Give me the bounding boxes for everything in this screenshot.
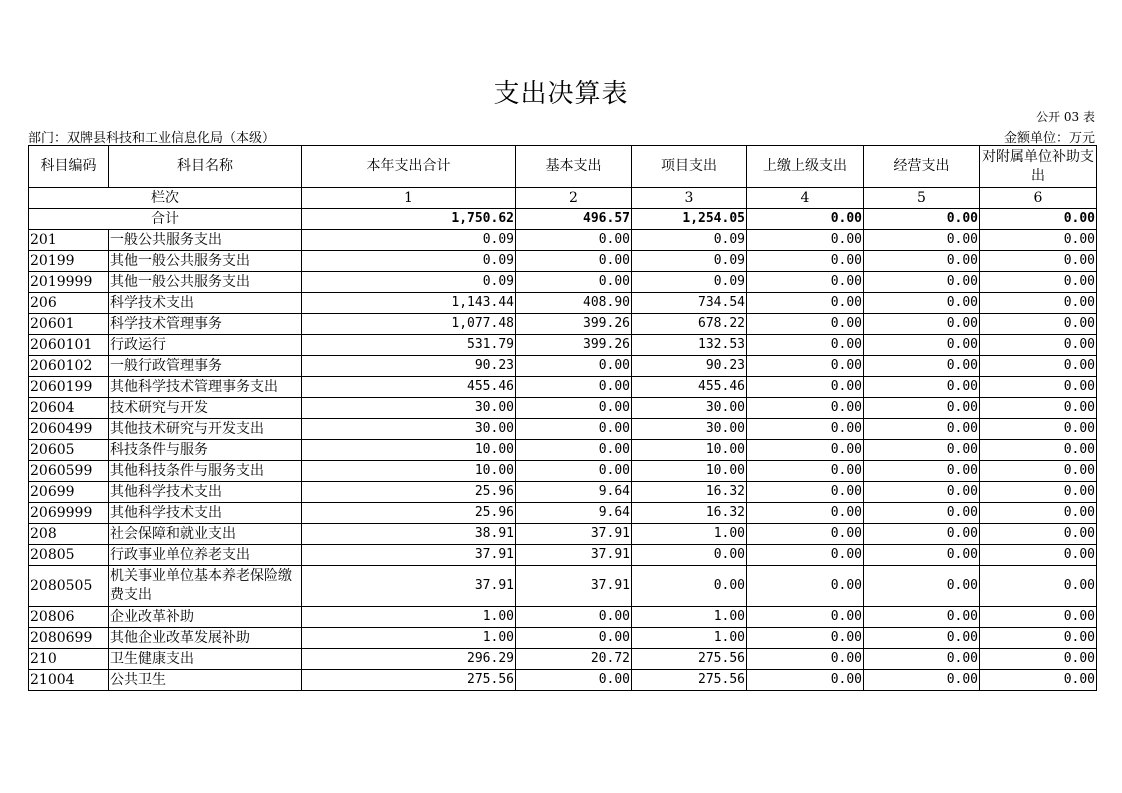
amount-cell: 531.79 — [302, 335, 516, 356]
expenditure-table — [28, 145, 1097, 691]
table-row — [29, 230, 1097, 251]
amount-cell: 0.09 — [302, 272, 516, 293]
table-row — [29, 628, 1097, 649]
amount-cell: 0.00 — [747, 482, 864, 503]
department-label: 部门：双牌县科技和工业信息化局（本级） — [28, 131, 276, 146]
subject-name: 其他技术研究与开发支出 — [109, 419, 302, 440]
subject-code: 20199 — [29, 251, 109, 272]
amount-cell: 1.00 — [302, 628, 516, 649]
amount-cell: 0.00 — [747, 628, 864, 649]
amount-cell: 0.00 — [980, 628, 1097, 649]
sequence-cell: 1 — [302, 188, 516, 209]
amount-cell: 1.00 — [302, 607, 516, 628]
amount-cell: 0.00 — [980, 230, 1097, 251]
table-row — [29, 461, 1097, 482]
subject-code: 2019999 — [29, 272, 109, 293]
amount-cell: 455.46 — [632, 377, 747, 398]
amount-cell: 10.00 — [302, 461, 516, 482]
amount-cell: 132.53 — [632, 335, 747, 356]
amount-cell: 0.00 — [516, 251, 632, 272]
table-row — [29, 377, 1097, 398]
amount-cell: 0.00 — [864, 251, 980, 272]
subject-name: 科学技术支出 — [109, 293, 302, 314]
amount-cell: 0.00 — [980, 607, 1097, 628]
amount-cell: 0.00 — [980, 356, 1097, 377]
amount-cell: 0.00 — [864, 272, 980, 293]
subject-code: 2060101 — [29, 335, 109, 356]
amount-cell: 0.00 — [747, 503, 864, 524]
amount-cell: 90.23 — [302, 356, 516, 377]
table-row — [29, 335, 1097, 356]
table-row — [29, 251, 1097, 272]
table-row — [29, 670, 1097, 691]
amount-cell: 9.64 — [516, 503, 632, 524]
subject-code: 2060599 — [29, 461, 109, 482]
header-basic: 基本支出 — [516, 146, 632, 188]
amount-cell: 90.23 — [632, 356, 747, 377]
amount-cell: 0.00 — [747, 670, 864, 691]
header-business: 经营支出 — [864, 146, 980, 188]
subject-code: 206 — [29, 293, 109, 314]
table-row — [29, 607, 1097, 628]
subject-name: 科技条件与服务 — [109, 440, 302, 461]
amount-cell: 296.29 — [302, 649, 516, 670]
header-total: 本年支出合计 — [302, 146, 516, 188]
amount-cell: 0.00 — [980, 566, 1097, 607]
amount-cell: 37.91 — [302, 566, 516, 607]
amount-cell: 0.00 — [864, 356, 980, 377]
table-row — [29, 272, 1097, 293]
amount-cell: 0.00 — [864, 314, 980, 335]
amount-cell: 0.00 — [864, 607, 980, 628]
amount-cell: 0.00 — [980, 545, 1097, 566]
subject-name: 行政运行 — [109, 335, 302, 356]
amount-cell: 0.00 — [980, 670, 1097, 691]
subject-name: 机关事业单位基本养老保险缴费支出 — [109, 566, 302, 607]
table-row — [29, 503, 1097, 524]
amount-cell: 0.00 — [980, 293, 1097, 314]
amount-cell: 0.09 — [632, 272, 747, 293]
total-value: 1,254.05 — [632, 209, 747, 230]
total-value: 1,750.62 — [302, 209, 516, 230]
subject-code: 20806 — [29, 607, 109, 628]
header-code: 科目编码 — [29, 146, 109, 188]
header-name: 科目名称 — [109, 146, 302, 188]
amount-cell: 0.00 — [864, 419, 980, 440]
subject-name: 其他一般公共服务支出 — [109, 272, 302, 293]
page-title: 支出决算表 — [493, 79, 629, 109]
subject-code: 2060499 — [29, 419, 109, 440]
total-value: 0.00 — [747, 209, 864, 230]
subject-name: 其他科学技术管理事务支出 — [109, 377, 302, 398]
sequence-cell: 5 — [864, 188, 980, 209]
amount-cell: 0.00 — [747, 335, 864, 356]
sequence-cell: 3 — [632, 188, 747, 209]
amount-cell: 275.56 — [632, 670, 747, 691]
amount-cell: 0.00 — [980, 272, 1097, 293]
subject-name: 社会保障和就业支出 — [109, 524, 302, 545]
amount-cell: 0.00 — [747, 251, 864, 272]
header-project: 项目支出 — [632, 146, 747, 188]
amount-cell: 0.00 — [747, 461, 864, 482]
subject-name: 卫生健康支出 — [109, 649, 302, 670]
subject-name: 其他科技条件与服务支出 — [109, 461, 302, 482]
amount-cell: 399.26 — [516, 314, 632, 335]
subject-name: 其他科学技术支出 — [109, 503, 302, 524]
amount-cell: 0.00 — [747, 649, 864, 670]
amount-cell: 0.00 — [864, 503, 980, 524]
amount-cell: 0.00 — [864, 545, 980, 566]
amount-cell: 0.00 — [980, 461, 1097, 482]
amount-cell: 0.00 — [747, 272, 864, 293]
amount-cell: 0.00 — [864, 482, 980, 503]
amount-cell: 0.00 — [747, 356, 864, 377]
total-value: 0.00 — [864, 209, 980, 230]
amount-cell: 0.00 — [516, 356, 632, 377]
table-row — [29, 440, 1097, 461]
subject-code: 20699 — [29, 482, 109, 503]
amount-cell: 0.00 — [864, 293, 980, 314]
subject-name: 其他科学技术支出 — [109, 482, 302, 503]
amount-cell: 0.00 — [516, 419, 632, 440]
sequence-cell: 6 — [980, 188, 1097, 209]
table-row — [29, 314, 1097, 335]
amount-cell: 0.00 — [632, 566, 747, 607]
amount-cell: 275.56 — [302, 670, 516, 691]
subject-code: 208 — [29, 524, 109, 545]
subject-name: 公共卫生 — [109, 670, 302, 691]
table-row — [29, 398, 1097, 419]
amount-cell: 0.00 — [980, 398, 1097, 419]
subject-code: 20805 — [29, 545, 109, 566]
amount-cell: 0.09 — [632, 230, 747, 251]
subject-code: 210 — [29, 649, 109, 670]
subject-name: 一般行政管理事务 — [109, 356, 302, 377]
amount-cell: 0.00 — [980, 649, 1097, 670]
amount-cell: 30.00 — [632, 419, 747, 440]
amount-cell: 30.00 — [632, 398, 747, 419]
amount-cell: 0.00 — [632, 545, 747, 566]
amount-cell: 37.91 — [516, 545, 632, 566]
amount-cell: 1.00 — [632, 628, 747, 649]
amount-cell: 0.00 — [980, 314, 1097, 335]
subject-name: 企业改革补助 — [109, 607, 302, 628]
amount-cell: 0.00 — [747, 293, 864, 314]
amount-cell: 408.90 — [516, 293, 632, 314]
subject-name: 行政事业单位养老支出 — [109, 545, 302, 566]
amount-cell: 37.91 — [516, 524, 632, 545]
sequence-cell: 4 — [747, 188, 864, 209]
subject-code: 2060102 — [29, 356, 109, 377]
amount-cell: 0.09 — [302, 230, 516, 251]
amount-cell: 678.22 — [632, 314, 747, 335]
amount-cell: 0.00 — [980, 251, 1097, 272]
amount-cell: 10.00 — [302, 440, 516, 461]
amount-cell: 455.46 — [302, 377, 516, 398]
subject-name: 科学技术管理事务 — [109, 314, 302, 335]
table-row — [29, 524, 1097, 545]
amount-cell: 0.00 — [516, 272, 632, 293]
amount-cell: 399.26 — [516, 335, 632, 356]
subject-code: 20605 — [29, 440, 109, 461]
amount-cell: 0.00 — [864, 524, 980, 545]
amount-cell: 0.00 — [980, 503, 1097, 524]
amount-cell: 0.00 — [864, 461, 980, 482]
table-row — [29, 293, 1097, 314]
amount-cell: 0.00 — [516, 230, 632, 251]
table-row — [29, 419, 1097, 440]
amount-cell: 0.00 — [516, 607, 632, 628]
amount-cell: 275.56 — [632, 649, 747, 670]
subject-code: 201 — [29, 230, 109, 251]
amount-cell: 0.00 — [864, 377, 980, 398]
amount-cell: 0.00 — [980, 377, 1097, 398]
amount-cell: 0.00 — [516, 377, 632, 398]
amount-cell: 734.54 — [632, 293, 747, 314]
amount-cell: 0.00 — [747, 440, 864, 461]
amount-cell: 38.91 — [302, 524, 516, 545]
header-subsidy: 对附属单位补助支出 — [980, 146, 1097, 188]
amount-cell: 37.91 — [302, 545, 516, 566]
amount-cell: 9.64 — [516, 482, 632, 503]
total-value: 496.57 — [516, 209, 632, 230]
amount-cell: 0.00 — [980, 335, 1097, 356]
amount-cell: 0.00 — [516, 628, 632, 649]
amount-cell: 10.00 — [632, 440, 747, 461]
amount-cell: 0.00 — [747, 524, 864, 545]
table-row — [29, 356, 1097, 377]
amount-cell: 0.00 — [980, 524, 1097, 545]
amount-cell: 20.72 — [516, 649, 632, 670]
amount-cell: 0.00 — [516, 670, 632, 691]
subject-name: 一般公共服务支出 — [109, 230, 302, 251]
amount-cell: 0.00 — [516, 440, 632, 461]
subject-name: 其他一般公共服务支出 — [109, 251, 302, 272]
subject-name: 其他企业改革发展补助 — [109, 628, 302, 649]
total-value: 0.00 — [980, 209, 1097, 230]
amount-cell: 37.91 — [516, 566, 632, 607]
table-row — [29, 545, 1097, 566]
subject-name: 技术研究与开发 — [109, 398, 302, 419]
amount-cell: 0.00 — [864, 440, 980, 461]
amount-cell: 0.00 — [516, 461, 632, 482]
amount-cell: 0.00 — [516, 398, 632, 419]
header-row — [29, 146, 1097, 188]
amount-cell: 0.00 — [864, 566, 980, 607]
subject-code: 21004 — [29, 670, 109, 691]
amount-cell: 0.00 — [747, 419, 864, 440]
amount-cell: 0.00 — [980, 482, 1097, 503]
subject-code: 20604 — [29, 398, 109, 419]
amount-cell: 0.00 — [864, 670, 980, 691]
total-row — [29, 209, 1097, 230]
amount-cell: 0.00 — [747, 377, 864, 398]
subject-code: 20601 — [29, 314, 109, 335]
amount-cell: 1.00 — [632, 607, 747, 628]
sequence-label: 栏次 — [29, 188, 302, 209]
amount-cell: 0.00 — [747, 314, 864, 335]
subject-code: 2080505 — [29, 566, 109, 607]
amount-cell: 0.00 — [747, 230, 864, 251]
amount-cell: 0.09 — [302, 251, 516, 272]
amount-cell: 0.00 — [864, 335, 980, 356]
sequence-cell: 2 — [516, 188, 632, 209]
amount-cell: 0.00 — [747, 566, 864, 607]
amount-cell: 0.00 — [980, 440, 1097, 461]
total-label: 合计 — [29, 209, 302, 230]
amount-cell: 30.00 — [302, 419, 516, 440]
amount-cell: 0.09 — [632, 251, 747, 272]
amount-cell: 0.00 — [747, 607, 864, 628]
subject-code: 2069999 — [29, 503, 109, 524]
amount-cell: 30.00 — [302, 398, 516, 419]
amount-cell: 0.00 — [980, 419, 1097, 440]
amount-cell: 25.96 — [302, 503, 516, 524]
amount-cell: 0.00 — [747, 398, 864, 419]
amount-cell: 0.00 — [864, 398, 980, 419]
subject-code: 2080699 — [29, 628, 109, 649]
amount-cell: 0.00 — [864, 649, 980, 670]
form-number: 公开 03 表 — [1036, 110, 1095, 124]
amount-cell: 0.00 — [747, 545, 864, 566]
table-row — [29, 566, 1097, 607]
table-row — [29, 649, 1097, 670]
subject-code: 2060199 — [29, 377, 109, 398]
amount-cell: 25.96 — [302, 482, 516, 503]
amount-cell: 16.32 — [632, 482, 747, 503]
amount-cell: 1,143.44 — [302, 293, 516, 314]
amount-cell: 1,077.48 — [302, 314, 516, 335]
table-row — [29, 482, 1097, 503]
amount-unit-label: 金额单位：万元 — [1003, 131, 1095, 146]
amount-cell: 0.00 — [864, 230, 980, 251]
amount-cell: 10.00 — [632, 461, 747, 482]
header-upper: 上缴上级支出 — [747, 146, 864, 188]
amount-cell: 1.00 — [632, 524, 747, 545]
sequence-row — [29, 188, 1097, 209]
amount-cell: 16.32 — [632, 503, 747, 524]
amount-cell: 0.00 — [864, 628, 980, 649]
